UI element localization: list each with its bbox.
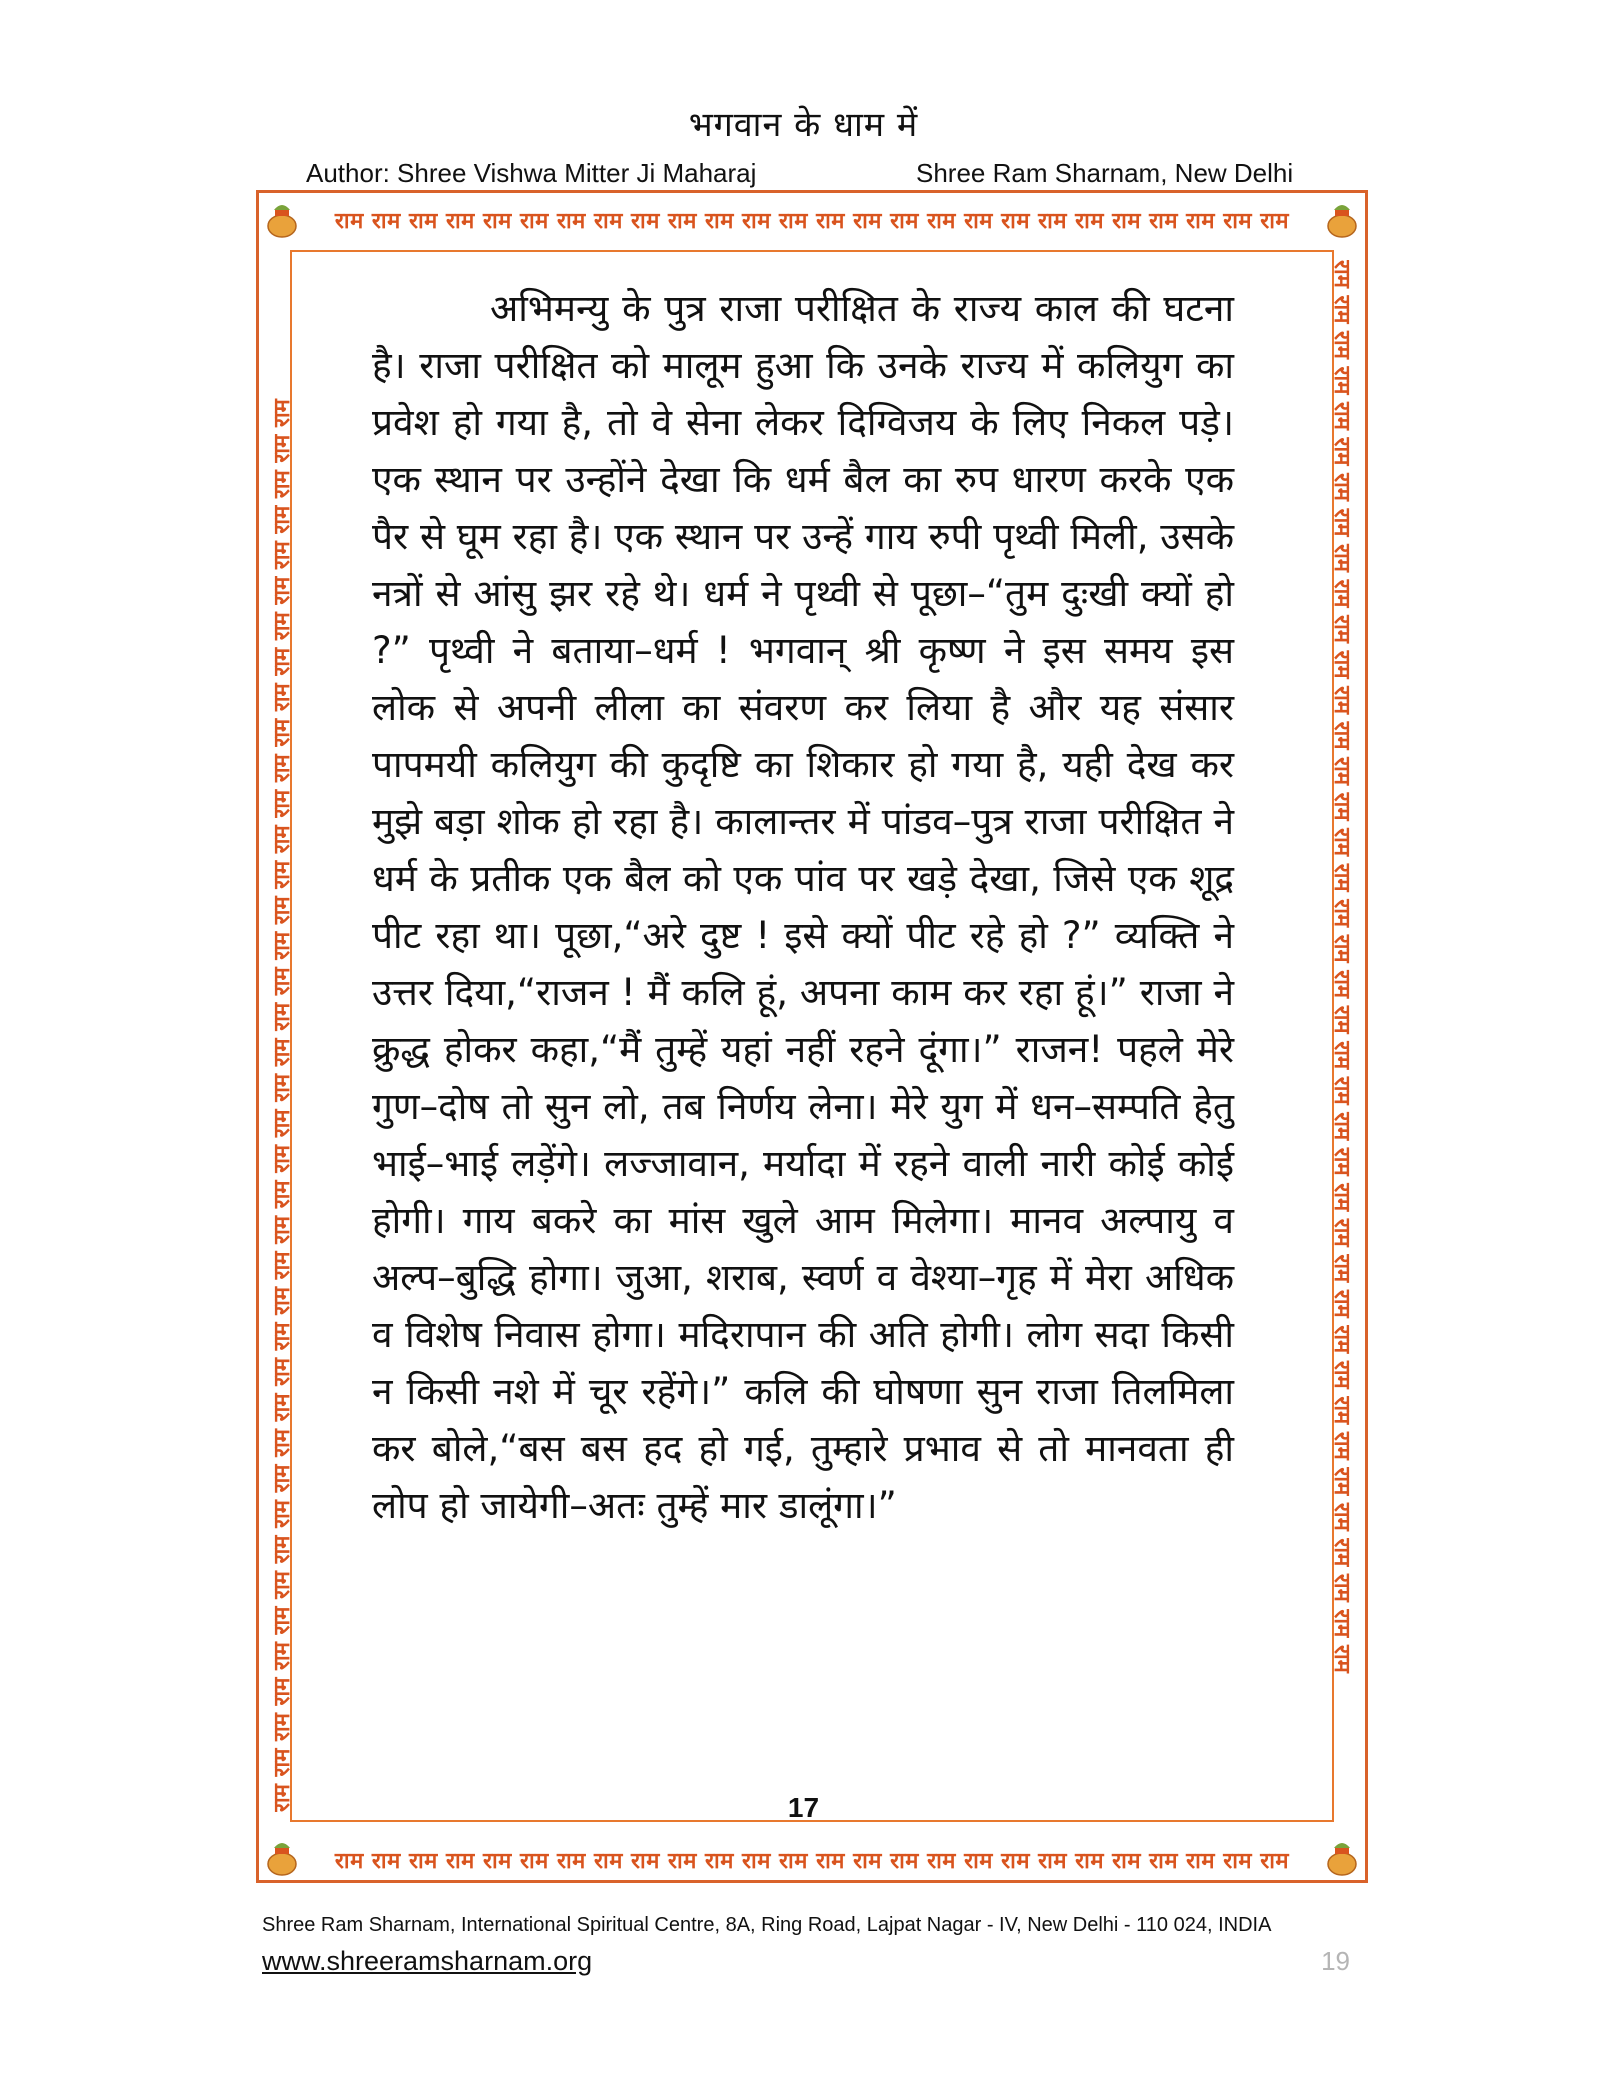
body-paragraph: अभिमन्यु के पुत्र राजा परीक्षित के राज्य काल की घटना है। राजा परीक्षित को मालूम हुआ कि उनके राज्य में कलियुग का प्रवेश हो गया है, तो वे सेना लेकर दिग्विजय के लिए निकल पड़े। एक स्थान पर उन्होंने देखा कि धर्म बैल का रुप धारण करके एक पैर से घूम रहा है। एक स्थान पर उन्हें गाय रुपी पृथ्वी मिली, उसके नत्रों से आंसु झर रहे थे। धर्म ने पृथ्वी से पूछा–“तुम दुःखी क्यों हो ?” पृथ्वी ने बताया–धर्म ! भगवान् श्री कृष्ण ने इस समय इस लोक से अपनी लीला का संवरण कर लिया है और यह संसार पापमयी कलियुग की कुदृष्टि का शिकार हो गया है, यही देख कर मुझे बड़ा शोक हो रहा है। कालान्तर में पांडव–पुत्र राजा परीक्षित ने धर्म के प्रतीक एक बैल को एक पांव पर खड़े देखा, जिसे एक शूद्र पीट रहा था। पूछा,“अरे दुष्ट ! इसे क्यों पीट रहे हो ?” व्यक्ति ने उत्तर दिया,“राजन ! मैं कलि हूं, अपना काम कर रहा हूं।” राजा ने क्रुद्ध होकर कहा,“मैं तुम्हें यहां नहीं रहने दूंगा।” राजन! पहले मेरे गुण–दोष तो सुन लो, तब निर्णय लेना। मेरे युग में धन–सम्पति हेतु भाई–भाई लड़ेंगे। लज्जावान, मर्यादा में रहने वाली नारी कोई कोई होगी। गाय बकरे का मांस खुले आम मिलेगा। मानव अल्पायु व अल्प–बुद्धि होगा। जुआ, शराब, स्वर्ण व वेश्या–गृह में मेरा अधिक व विशेष निवास होगा। मदिरापान की अति होगी। लोग सदा किसी न किसी नशे में चूर रहेंगे।” कलि की घोषणा सुन राजा तिलमिला कर बोले,“बस बस हद हो गई, तुम्हारे प्रभाव से तो मानवता ही लोप हो जायेगी–अतः तुम्हें मार डालूंगा।” [372,287,1234,1527]
ram-border-top: राम राम राम राम राम राम राम राम राम राम राम राम राम राम राम राम राम राम राम राम राम राम राम राम राम राम [334,209,1290,234]
kalash-icon [1322,200,1362,240]
kalash-icon [1322,1838,1362,1878]
ram-border-bottom: राम राम राम राम राम राम राम राम राम राम राम राम राम राम राम राम राम राम राम राम राम राम राम राम राम राम [334,1849,1290,1874]
page-title: भगवान के धाम में [688,105,919,145]
ram-border-left: राम राम राम राम राम राम राम राम राम राम राम राम राम राम राम राम राम राम राम राम राम राम राम राम राम राम राम राम राम राम राम राम राम राम राम राम राम राम राम राम [270,399,295,1812]
ram-border-right: राम राम राम राम राम राम राम राम राम राम राम राम राम राम राम राम राम राम राम राम राम राम राम राम राम राम राम राम राम राम राम राम राम राम राम राम राम राम राम राम [1329,260,1354,1673]
footer-address: Shree Ram Sharnam, International Spiritual Centre, 8A, Ring Road, Lajpat Nagar - IV, New Delhi - 110 024, INDIA [262,1914,1272,1936]
page-number: 17 [787,1792,820,1823]
kalash-icon [262,200,302,240]
website-link[interactable]: www.shreeramsharnam.org [262,1946,593,1976]
author-line: Author: Shree Vishwa Mitter Ji Maharaj [306,158,757,188]
kalash-icon [262,1838,302,1878]
organization-line: Shree Ram Sharnam, New Delhi [916,158,1294,188]
pdf-page-number: 19 [1321,1946,1350,1976]
